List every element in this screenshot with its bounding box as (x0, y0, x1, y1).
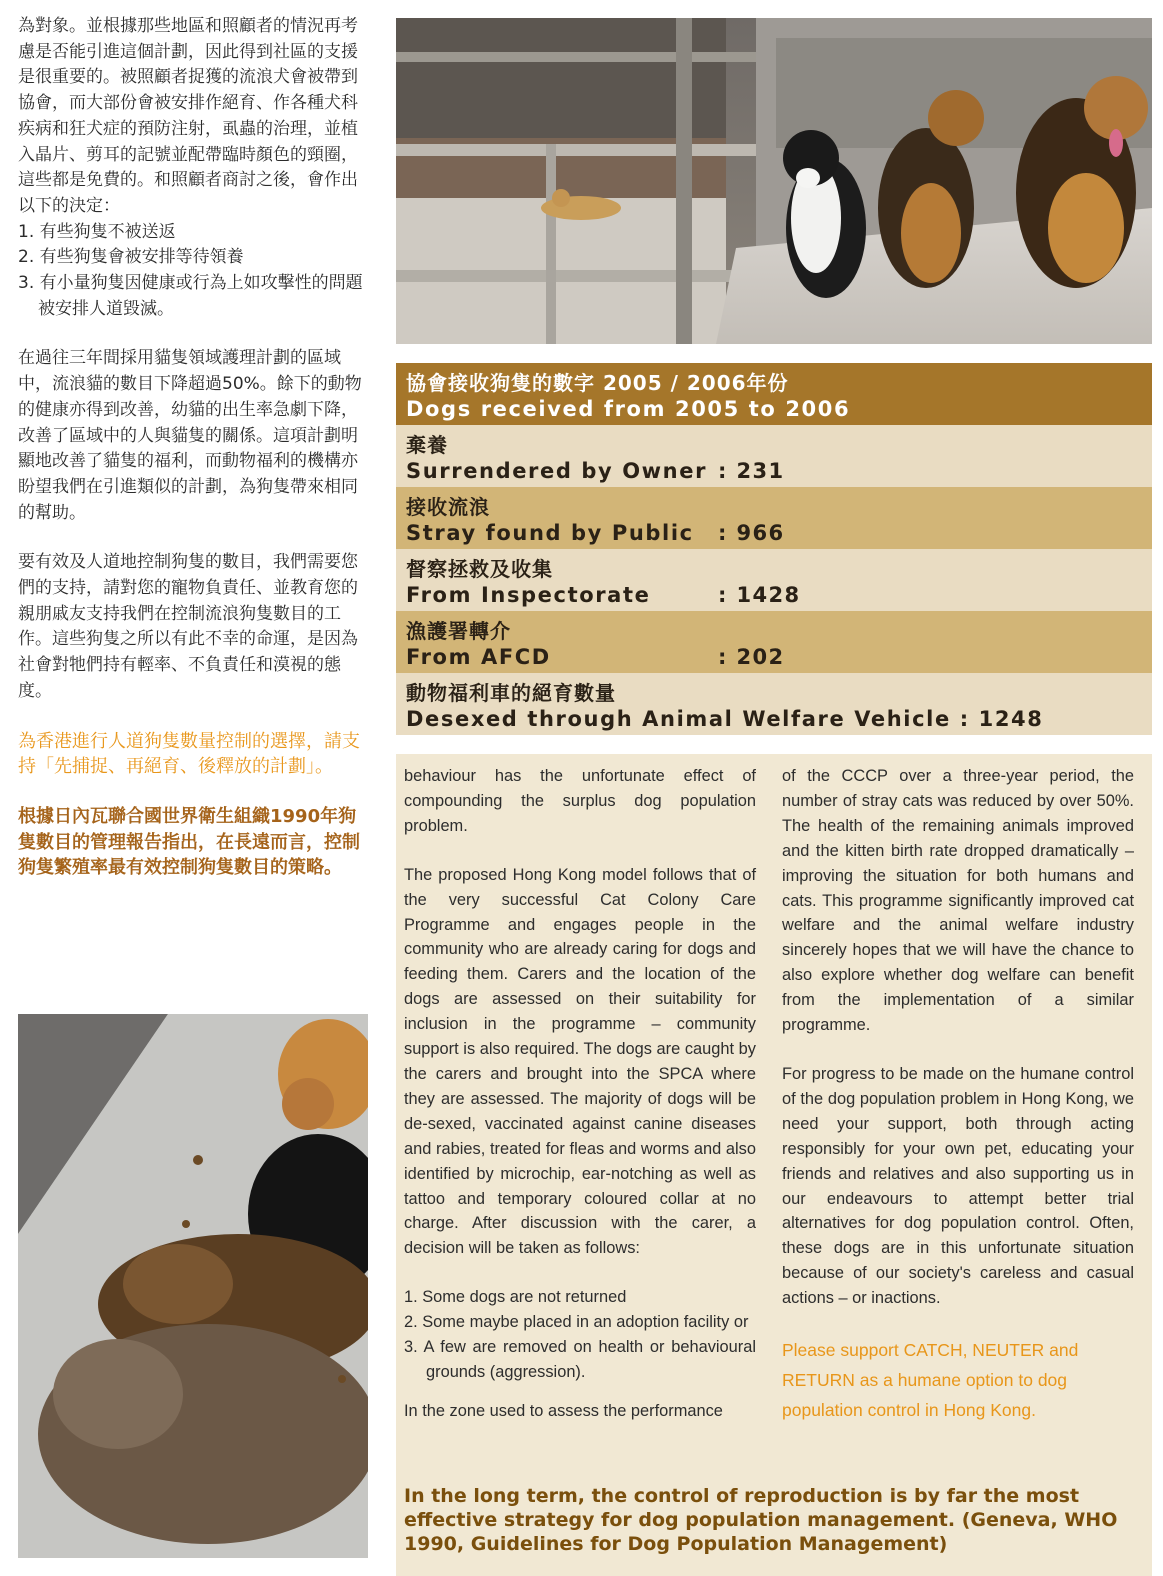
row-value: : 202 (718, 645, 785, 669)
en-paragraph-3: In the zone used to assess the performance (404, 1401, 723, 1420)
table-row (396, 425, 1152, 487)
row-label-zh: 棄養 (406, 433, 448, 457)
zh-decision-list (18, 220, 370, 323)
table-row (396, 549, 1152, 611)
row-value: : 231 (718, 459, 785, 483)
en-decision-list (404, 1285, 756, 1385)
row-label-en: Stray found by Public (406, 521, 694, 545)
row-label-en: From Inspectorate (406, 583, 651, 607)
list-item: 1. Some dogs are not returned (404, 1288, 627, 1307)
row-label-zh: 接收流浪 (406, 495, 490, 519)
english-left-column (404, 764, 756, 1424)
en-paragraph-2: The proposed Hong Kong model follows that of the very successful Cat Colony Care Programme and engages people in the community who are already caring for dogs and feeding them. Carers and the location of the dogs are assessed on their suitability for inclusion in the programme – community support is also required. The dogs are caught by the carers and brought into the SPCA where they are assessed. The majority of dogs will be de-sexed, vaccinated against canine diseases and rabies, treated for fleas and worms and also identified by microchip, ear-notching as well as tattoo and temporary coloured collar at no charge. After discussion with the carer, a decision will be taken as follows: (404, 865, 756, 1258)
en-orange-note: Please support CATCH, NEUTER and RETURN as a humane option to dog population control in Hong Kong. (782, 1340, 1079, 1421)
zh-paragraph-3: 要有效及人道地控制狗隻的數目，我們需要您們的支持，請對您的寵物負責任、並教育您的親朋戚友支持我們在控制流浪狗隻數目的工作。這些狗隻之所以有此不幸的命運，是因為社會對牠們持有輕率、不負責任和漠視的態度。 (18, 552, 358, 701)
list-item: 2. 有些狗隻會被安排等待領養 (18, 247, 244, 268)
list-item: 3. A few are removed on health or behavioural grounds (aggression). (404, 1338, 756, 1381)
list-item: 3. 有小量狗隻因健康或行為上如攻擊性的問題被安排人道毀滅。 (18, 273, 363, 319)
row-label-zh: 督察拯救及收集 (406, 557, 553, 581)
stats-title-zh: 協會接收狗隻的數字 2005 / 2006年份 (406, 371, 789, 395)
table-row (396, 611, 1152, 673)
english-right-column (782, 764, 1134, 1425)
table-row (396, 487, 1152, 549)
zh-paragraph-1: 為對象。並根據那些地區和照顧者的情況再考慮是否能引進這個計劃，因此得到社區的支援是很重要的。被照顧者捉獲的流浪犬會被帶到協會，而大部份會被安排作絕育、作各種犬科疾病和狂犬症的預防注射，虱蟲的治理，並植入晶片、剪耳的記號並配帶臨時顏色的頸圈，這些都是免費的。和照顧者商討之後，會作出以下的決定： (18, 16, 358, 216)
row-label-en: From AFCD (406, 645, 551, 669)
zh-brown-note: 根據日內瓦聯合國世界衛生組織1990年狗隻數目的管理報告指出，在長遠而言，控制狗隻繁殖率最有效控制狗隻數目的策略。 (18, 805, 360, 879)
zh-paragraph-2: 在過往三年間採用貓隻領域護理計劃的區域中，流浪貓的數目下降超過50%。餘下的動物的健康亦得到改善，幼貓的出生率急劇下降，改善了區域中的人與貓隻的關係。這項計劃明顯地改善了貓隻的福利，而動物福利的機構亦盼望我們在引進類似的計劃，為狗隻帶來相同的幫助。 (18, 348, 362, 523)
stats-title-en: Dogs received from 2005 to 2006 (406, 397, 851, 421)
row-label-zh: 動物福利車的絕育數量 (406, 681, 616, 705)
en-paragraph-5: For progress to be made on the humane control of the dog population problem in Hong Kong, we need your support, both through acting responsibly for your own pet, educating your friends and relatives and also supporting us in our endeavours to attempt better trial alternatives for dog population control. Often, these dogs are in this unfortunate situation because of our society's careless and casual actions – or inactions. (782, 1064, 1134, 1308)
row-value: : 1428 (718, 583, 801, 607)
row-value: : 966 (718, 521, 785, 545)
en-paragraph-4: of the CCCP over a three-year period, the number of stray cats was reduced by over 50%. The health of the remaining animals improved and the kitten birth rate dropped dramatically – improving the situation for both humans and cats. This programme significantly improved cat welfare and the animal welfare industry sincerely hopes that we will have the chance to also explore whether dog welfare can benefit from the implementation of a similar programme. (782, 767, 1134, 1035)
table-row (396, 673, 1152, 735)
left-chinese-column (18, 14, 370, 881)
who-quote: In the long term, the control of reproduction is by far the most effective strategy for dog population management. (Geneva, WHO 1990, Guidelines for Dog Population Management) (404, 1485, 1118, 1555)
stats-header (396, 363, 1152, 425)
dogs-received-stats-table (396, 363, 1152, 735)
list-item: 1. 有些狗隻不被送返 (18, 221, 176, 242)
zh-orange-note: 為香港進行人道狗隻數量控制的選擇，請支持「先捕捉、再絕育、後釋放的計劃」。 (18, 730, 360, 778)
dogs-in-van-photo (396, 18, 1152, 344)
row-label-en: Surrendered by Owner (406, 459, 708, 483)
en-paragraph-1: behaviour has the unfortunate effect of compounding the surplus dog population problem. (404, 767, 756, 835)
puppies-eating-photo (18, 1014, 368, 1558)
row-label-en: Desexed through Animal Welfare Vehicle : 1248 (406, 707, 1044, 731)
row-label-zh: 漁護署轉介 (406, 619, 511, 643)
list-item: 2. Some maybe placed in an adoption facility or (404, 1313, 749, 1332)
